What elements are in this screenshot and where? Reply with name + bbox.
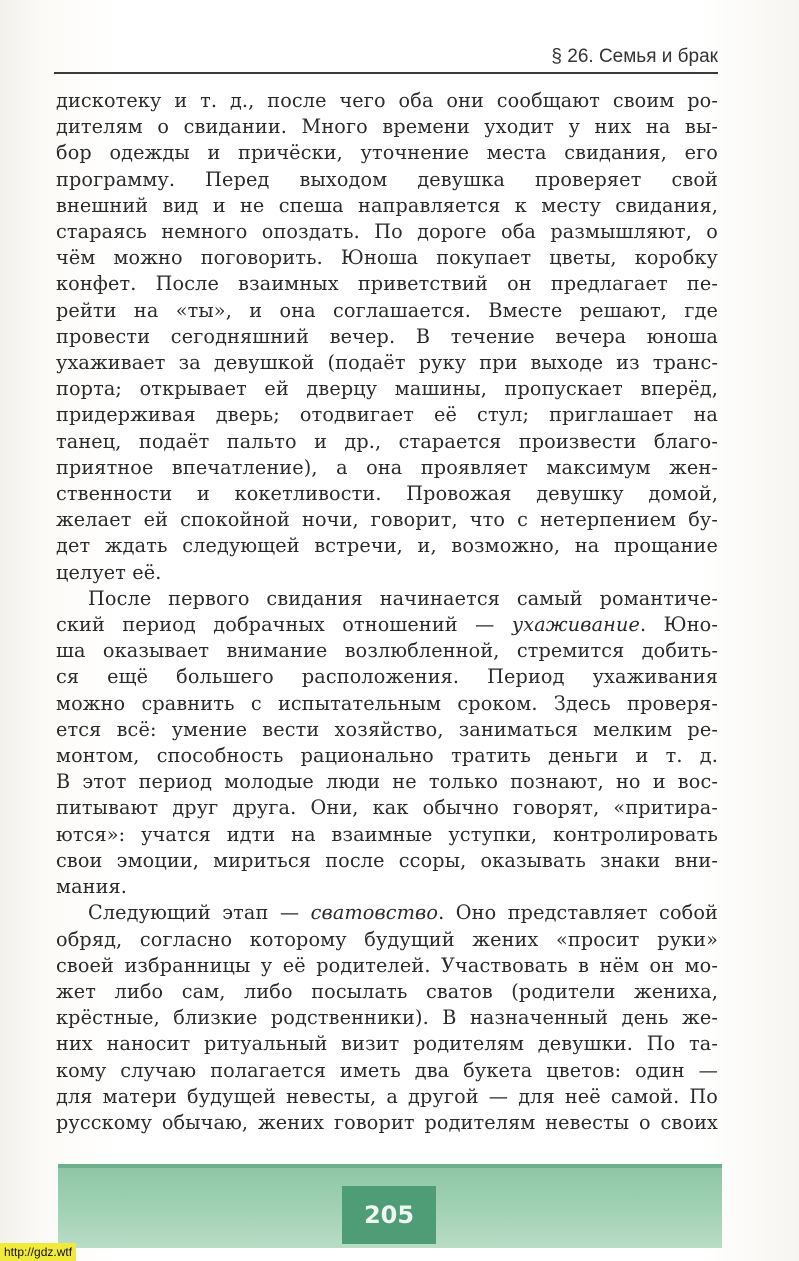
term-matchmaking: сватовство [310,901,439,925]
text-line [56,900,718,926]
text-line: русскому обычаю, жених говорит родителям невесты о своих [56,1110,718,1134]
running-header [54,44,718,74]
text-line: ются»: учатся идти на взаимные уступки, контролировать [56,822,718,846]
text-line: ственности и кокетливости. Провожая девушку домой, [56,482,718,506]
text-fragment: Следующий этап — [88,901,311,925]
paragraph-2 [56,586,718,900]
text-line: дителям о свидании. Много времени уходит у них на вы- [56,115,718,139]
text-line: После первого свидания начинается самый романтиче- [88,586,718,610]
text-line: конфет. После взаимных приветствий он предлагает пе- [56,272,718,296]
text-line: ся ещё большего расположения. Период ухаживания [56,665,718,689]
text-line: для матери будущей невесты, а другой — для неё самой. По [56,1084,718,1108]
text-line: стараясь немного опоздать. По дороге оба размышляют, о [56,220,718,244]
site-watermark[interactable]: http://gdz.wtf [0,1243,76,1261]
text-line: питывают друг друга. Они, как обычно говорят, «притира- [56,796,718,820]
text-line: приятное впечатление), а она проявляет максимум жен- [56,455,718,479]
text-line: кому случаю полагается иметь два букета цветов: один — [56,1058,718,1082]
text-line: чём можно поговорить. Юноша покупает цветы, коробку [56,246,718,270]
text-line: желает ей спокойной ночи, говорит, что с нетерпением бу- [56,508,718,532]
paragraph-3 [56,900,718,1136]
term-courtship: ухаживание [511,613,640,637]
text-line: мания. [56,875,128,899]
text-line: свои эмоции, мириться после ссоры, оказывать знаки вни- [56,848,718,872]
body-text [56,88,718,1136]
text-line: целует её. [56,560,162,584]
text-line: них наносит ритуальный визит родителям девушки. По та- [56,1032,718,1056]
text-line: провести сегодняшний вечер. В течение вечера юноша [56,324,718,348]
text-fragment: . Оно представляет собой [438,901,718,925]
text-line: программу. Перед выходом девушка проверяет свой [56,167,718,191]
text-line: можно сравнить с испытательным сроком. Здесь проверя- [56,691,718,715]
text-fragment: ский период добрачных отношений — [56,613,512,637]
text-line: монтом, способность рационально тратить деньги и т. д. [56,744,718,768]
text-fragment: . Юно- [639,613,718,637]
text-line: придерживая дверь; отодвигает её стул; приглашает на [56,403,718,427]
text-line: жет либо сам, либо посылать сватов (родители жениха, [56,979,718,1003]
paragraph-1 [56,88,718,586]
text-line: бор одежды и причёски, уточнение места свидания, его [56,141,718,165]
text-line: танец, подаёт пальто и др., старается произвести благо- [56,429,718,453]
text-line: рейти на «ты», и она соглашается. Вместе решают, где [56,298,718,322]
text-line: ется всё: умение вести хозяйство, заниматься мелким ре- [56,717,718,741]
text-line: дет ждать следующей встречи, и, возможно, на прощание [56,534,718,558]
text-line: дискотеку и т. д., после чего оба они сообщают своим ро- [56,89,718,112]
section-title: § 26. Семья и брак [551,46,718,67]
text-line: В этот период молодые люди не только познают, но и вос- [56,770,718,794]
text-line [56,612,718,638]
text-line: ша оказывает внимание возлюбленной, стремится добить- [56,639,718,663]
text-line: порта; открывает ей дверцу машины, пропускает вперёд, [56,377,718,401]
text-line: ухаживает за девушкой (подаёт руку при выходе из транс- [56,351,718,375]
page-number: 205 [342,1186,436,1244]
text-line: внешний вид и не спеша направляется к месту свидания, [56,193,718,217]
text-line: крёстные, близкие родственники). В назначенный день же- [56,1006,718,1030]
text-line: обряд, согласно которому будущий жених «просит руки» [56,927,718,951]
text-line: своей избранницы у её родителей. Участвовать в нём он мо- [56,953,718,977]
